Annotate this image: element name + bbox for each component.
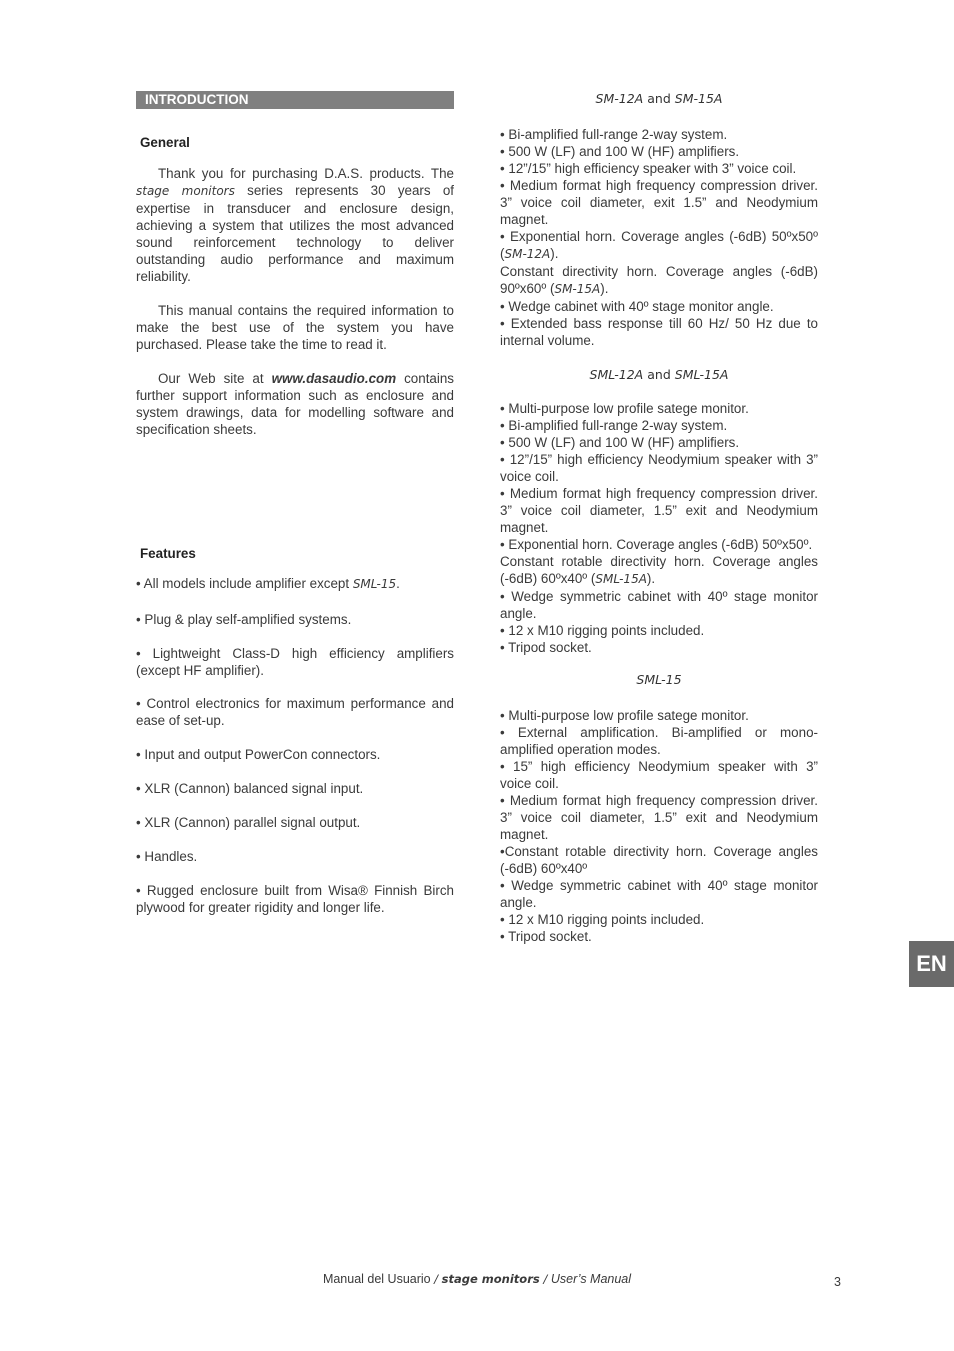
list-item: • Bi-amplified full-range 2-way system. bbox=[500, 127, 728, 142]
general-paragraph-1: Thank you for purchasing D.A.S. products. The stage monitors series represents 30 years of expertise in transducer and enclosure design, achieving a system that utilizes the most advanced sound reinforcement technology to deliver outstanding audio performance and maximum reliability. bbox=[136, 166, 454, 284]
general-heading: General bbox=[140, 135, 190, 150]
feature-item: • Control electronics for maximum performance and ease of set-up. bbox=[136, 696, 454, 728]
feature-item: • XLR (Cannon) parallel signal output. bbox=[136, 815, 361, 830]
language-tab: EN bbox=[909, 941, 954, 987]
list-item: • Tripod socket. bbox=[500, 929, 592, 944]
feature-item: • Lightweight Class-D high efficiency amplifiers (except HF amplifier). bbox=[136, 646, 454, 678]
list-item: • Medium format high frequency compression driver. 3” voice coil diameter, 1.5” exit and Neodymium magnet. bbox=[500, 793, 818, 842]
list-item: • Exponential horn. Coverage angles (-6dB) 50ºx50º. bbox=[500, 537, 813, 552]
list-item: • Multi-purpose low profile satege monitor. bbox=[500, 708, 749, 723]
list-item: • 12”/15” high efficiency Neodymium speaker with 3” voice coil. bbox=[500, 452, 818, 484]
sml15-feature-list bbox=[500, 707, 818, 945]
general-paragraph-2: This manual contains the required information to make the best use of the system you have purchased. Please take the time to read it. bbox=[136, 303, 454, 352]
feature-item: • Handles. bbox=[136, 849, 198, 864]
website-link[interactable]: www.dasaudio.com bbox=[271, 371, 397, 386]
list-item: • Medium format high frequency compression driver. 3” voice coil diameter, 1.5” exit and Neodymium magnet. bbox=[500, 486, 818, 535]
right-column bbox=[500, 90, 818, 945]
sml-feature-list bbox=[500, 400, 818, 656]
model-heading-sml: SML-12A and SML-15A bbox=[589, 367, 729, 382]
list-item: • Wedge cabinet with 40º stage monitor angle. bbox=[500, 299, 774, 314]
list-item: • 15” high efficiency Neodymium speaker with 3” voice coil. bbox=[500, 759, 818, 791]
feature-item: • Plug & play self-amplified systems. bbox=[136, 612, 352, 627]
model-heading-sm: SM-12A and SM-15A bbox=[595, 91, 723, 106]
list-item: • 500 W (LF) and 100 W (HF) amplifiers. bbox=[500, 435, 740, 450]
left-column bbox=[136, 90, 454, 916]
feature-item: • XLR (Cannon) balanced signal input. bbox=[136, 781, 364, 796]
list-item: • 500 W (LF) and 100 W (HF) amplifiers. bbox=[500, 144, 740, 159]
list-item: • 12”/15” high efficiency speaker with 3” voice coil. bbox=[500, 161, 797, 176]
list-item: • Wedge symmetric cabinet with 40º stage monitor angle. bbox=[500, 878, 818, 910]
list-item: • Extended bass response till 60 Hz/ 50 Hz due to internal volume. bbox=[500, 316, 818, 348]
list-item: Constant directivity horn. Coverage angles (-6dB) 90ºx60º (SM-15A). bbox=[500, 264, 818, 296]
section-title-introduction: INTRODUCTION bbox=[136, 91, 454, 109]
list-item: • Multi-purpose low profile satege monitor. bbox=[500, 401, 749, 416]
model-heading-sml15: SML-15 bbox=[636, 672, 682, 687]
list-item: • Bi-amplified full-range 2-way system. bbox=[500, 418, 728, 433]
list-item: • External amplification. Bi-amplified or mono-amplified operation modes. bbox=[500, 725, 818, 757]
list-item: • Exponential horn. Coverage angles (-6dB) 50ºx50º (SM-12A). bbox=[500, 229, 818, 261]
feature-item: • Rugged enclosure built from Wisa® Finnish Birch plywood for greater rigidity and longer life. bbox=[136, 883, 454, 915]
features-heading: Features bbox=[140, 546, 196, 561]
feature-item: • All models include amplifier except SML-15. bbox=[136, 576, 400, 591]
list-item: Constant rotable directivity horn. Coverage angles (-6dB) 60ºx40º (SML-15A). bbox=[500, 554, 818, 586]
footer: Manual del Usuario / stage monitors / User’s Manual bbox=[322, 1272, 632, 1286]
list-item: • Medium format high frequency compression driver. 3” voice coil diameter, exit 1.5” and Neodymium magnet. bbox=[500, 178, 818, 227]
list-item: • Wedge symmetric cabinet with 40º stage monitor angle. bbox=[500, 589, 818, 621]
list-item: •Constant rotable directivity horn. Coverage angles (-6dB) 60ºx40º bbox=[500, 844, 818, 876]
list-item: • 12 x M10 rigging points included. bbox=[500, 623, 705, 638]
general-paragraph-3: Our Web site at www.dasaudio.com contains further support information such as enclosure and system drawings, data for modelling software and specification sheets. bbox=[136, 371, 454, 437]
list-item: • 12 x M10 rigging points included. bbox=[500, 912, 705, 927]
page-number: 3 bbox=[834, 1275, 841, 1289]
sm-feature-list bbox=[500, 126, 818, 349]
feature-item: • Input and output PowerCon connectors. bbox=[136, 747, 381, 762]
list-item: • Tripod socket. bbox=[500, 640, 592, 655]
